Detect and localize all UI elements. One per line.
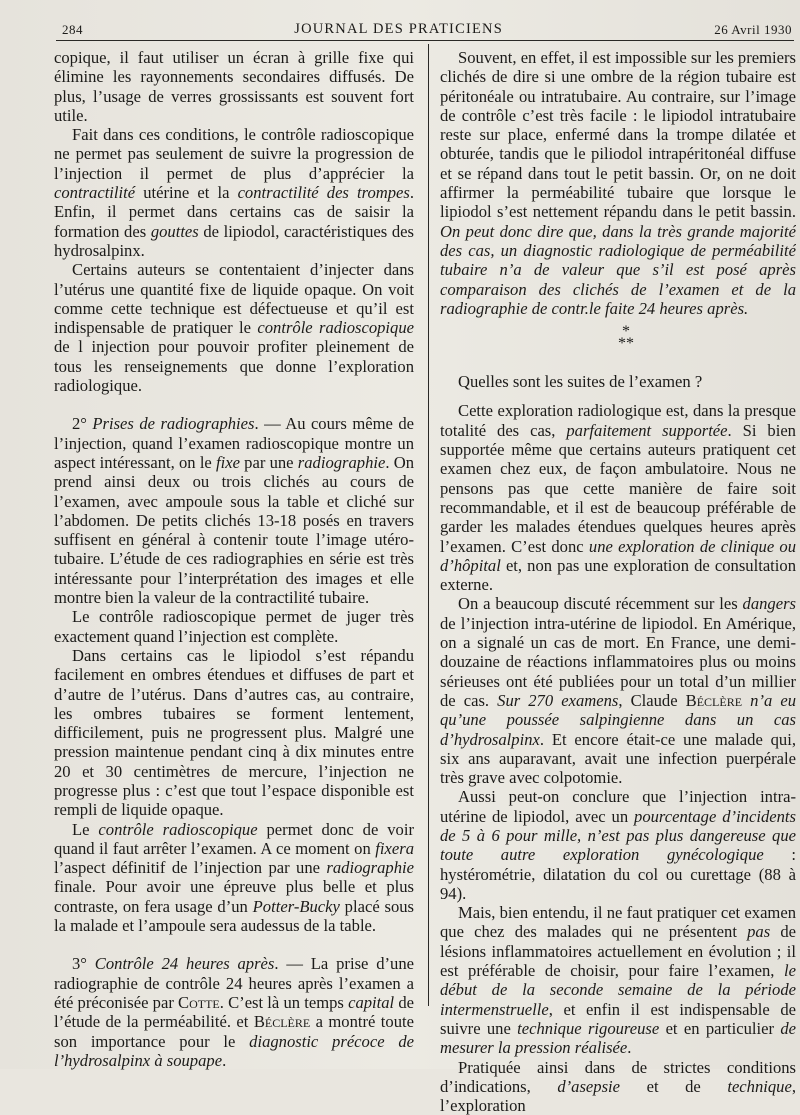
paragraph: copique, il faut utiliser un écran à grille fixe qui élimine les rayonnements secondaires diffusés. De plus, l’usage de verres grossissants est souvent fort utile.	[54, 48, 414, 125]
paragraph: Certains auteurs se contentaient d’injecter dans l’utérus une quantité fixe de liquide opaque. On voit comme cette technique est défectueuse et qu’il est indispensable de pratiquer le contrôle radioscopique de l injection pour pouvoir profiter pleinement de tous les renseignements que donne l’exploration radiologique.	[54, 260, 414, 396]
section-gap	[54, 935, 414, 954]
paragraph: Pratiquée ainsi dans de strictes conditions d’indications, d’asepsie et de technique, l’exploration	[440, 1057, 796, 1115]
header-rule	[56, 40, 794, 41]
right-column	[440, 48, 796, 1115]
section-question: Quelles sont les suites de l’examen ?	[458, 372, 703, 392]
journal-title: JOURNAL DES PRATICIENS	[294, 21, 503, 37]
paragraph: Dans certains cas le lipiodol s’est répandu facilement en ombres étendues et diffuses de part et d’autre de l’utérus. Dans d’autres cas, au contraire, les ombres tubaires se forment lentement, difficilement, puis ne progressent plus. Malgré une pression maintenue pendant cinq à dix minutes entre 20 et 30 centimètres de mercure, l’injection ne progresse plus : c’est que tout l’espace disponible est rempli de liquide opaque.	[54, 645, 414, 820]
issue-date: 26 Avril 1930	[714, 22, 792, 37]
paragraph: Aussi peut-on conclure que l’injection intra-utérine de lipiodol, avec un pourcentage d’incidents de 5 à 6 pour mille, n’est pas plus dangereuse que toute autre exploration gynécologique : hystérométrie, dilatation du col ou curettage (88 à 94).	[440, 787, 796, 903]
paragraph: Souvent, en effet, il est impossible sur les premiers clichés de dire si une ombre de la région tubaire est péritonéale ou intratubaire. Au contraire, sur l’image de contrôle c’est très facile : le lipiodol intratubaire reste sur place, enfermé dans la trompe dilatée et obturée, tandis que le piliodol intrapéritonéal diffuse et se répand dans tout le petit bassin. Or, on ne doit affirmer la perméabilité tubaire que lorsque le lipiodol s’est nettement répandu dans le petit bassin. On peut donc dire que, dans la très grande majorité des cas, un diagnostic radiologique de perméabilité tubaire n’a de valeur que s’il est posé après comparaison des clichés de l’examen et de la radiographie de contr.le faite 24 heures après.	[440, 48, 796, 318]
section-gap	[440, 391, 796, 401]
paragraph: Mais, bien entendu, il ne faut pratiquer cet examen que chez des malades qui ne présentent pas de lésions inflammatoires actuellement en évolution ; il est préférable de choisir, pour faire l’examen, le début de la seconde semaine de la période intermenstruelle, et enfin il est indispensable de suivre une technique rigoureuse et en particulier de mesurer la pression réalisée.	[440, 903, 796, 1058]
column-divider	[428, 44, 429, 1006]
paragraph: On a beaucoup discuté récemment sur les dangers de l’injection intra-utérine de lipiodol. En Amérique, on a signalé un cas de mort. En France, une demi-douzaine de réactions inflammatoires plus ou moins sérieuses ont été publiées pour un total d’un millier de cas. Sur 270 examens, Claude Béclère n’a eu qu’une poussée salpingienne dans un cas d’hydrosalpinx. Et encore était-ce une malade qui, six ans auparavant, avait une infection puerpérale très grave avec colpotomie.	[440, 594, 796, 788]
section-separator-asterisks: * **	[618, 323, 634, 353]
section-heading-paragraph: 2° Prises de radiographies. — Au cours même de l’injection, quand l’examen radioscopique montre un aspect intéressant, on le fixe par une radiographie. On prend ainsi deux ou trois clichés au cours de l’examen, avec ampoule sous la table et cliché sur l’abdomen. De petits clichés 13-18 posés en travers suffisent en général à contenir toute l’image utéro-tubaire. L’étude de ces radiographies en série est très intéressante pour l’interprétation des images et elle montre bien la valeur de la contractilité tubaire.	[54, 414, 415, 608]
page-number: 284	[62, 22, 83, 37]
paragraph: Fait dans ces conditions, le contrôle radioscopique ne permet pas seulement de suivre la progression de l’injection il permet de plus d’apprécier la contractilité utérine et la contractilité des trompes. Enfin, il permet dans certains cas de saisir la formation des gouttes de lipiodol, caractéristiques des hydrosalpinx.	[54, 125, 415, 260]
page-header	[62, 10, 792, 38]
left-column	[54, 48, 414, 1070]
section-heading-paragraph: 3° Contrôle 24 heures après. — La prise d’une radiographie de contrôle 24 heures après l’examen a été préconisée par Cotte. C’est là un temps capital de l’étude de la perméabilité. et Béclère a montré toute son importance pour le diagnostic précoce de l’hydrosalpinx à soupape.	[54, 954, 415, 1070]
paragraph: Le contrôle radioscopique permet donc de voir quand il faut arrêter l’examen. A ce moment on fixera l’aspect définitif de l’injection par une radiographie finale. Pour avoir une épreuve plus belle et plus contraste, on fera usage d’un Potter-Bucky placé sous la malade et l’ampoule sera audessus de la table.	[54, 819, 415, 936]
section-gap	[54, 395, 414, 414]
paragraph: Le contrôle radioscopique permet de juger très exactement quand l’injection est complète.	[54, 607, 414, 646]
paragraph: Cette exploration radiologique est, dans la presque totalité des cas, parfaitement supportée. Si bien supportée même que certains auteurs pratiquent cet examen chez eux, de façon ambulatoire. Nous ne pensons pas que cette manière de faire soit recommandable, et il est de beaucoup préférable de garder les malades étendues quelques heures après l’examen. C’est donc une exploration de clinique ou d’hôpital et, non pas une exploration de consultation externe.	[440, 401, 796, 595]
